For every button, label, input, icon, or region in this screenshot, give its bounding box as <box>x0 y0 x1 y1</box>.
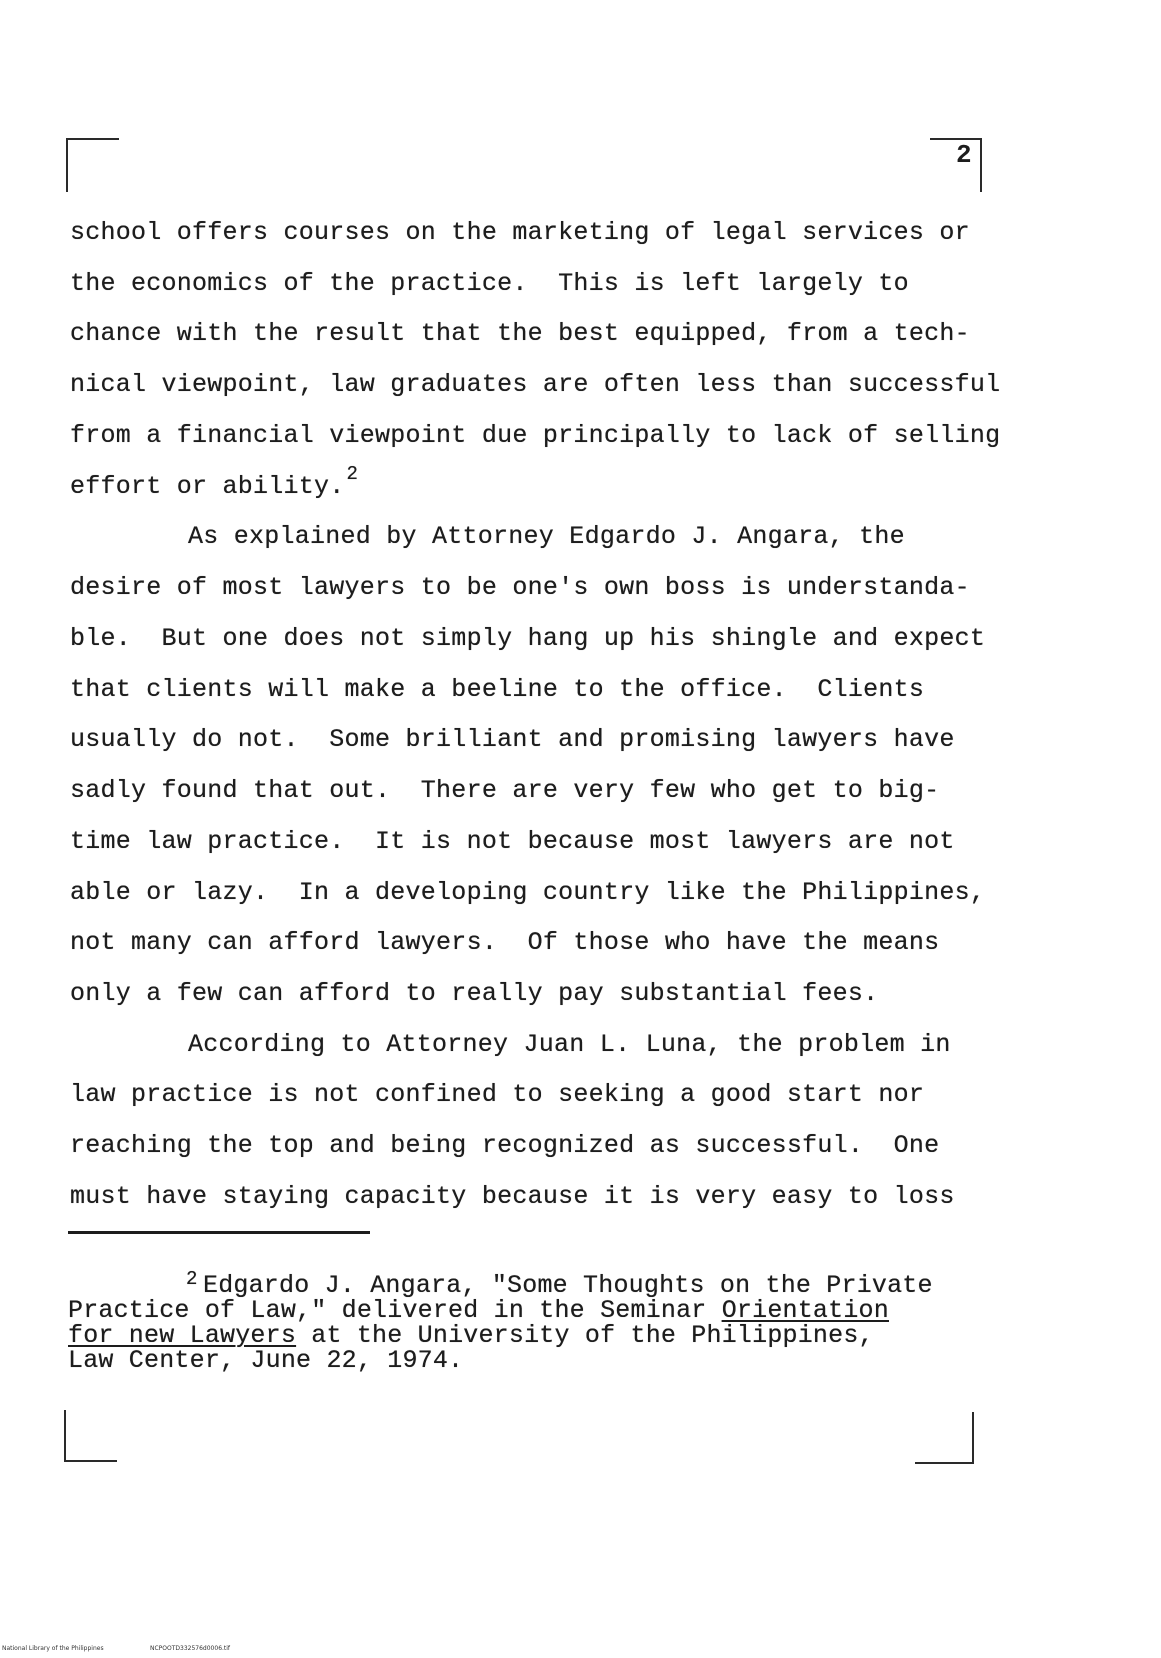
body-line: must have staying capacity because it is very easy to loss <box>70 1181 955 1211</box>
footnote-marker: 2 <box>186 1268 198 1290</box>
crop-mark-bottom-left <box>64 1410 117 1462</box>
body-line: usually do not. Some brilliant and promising lawyers have <box>70 725 955 755</box>
body-line: reaching the top and being recognized as successful. One <box>70 1131 940 1161</box>
footnote-line: Law Center, June 22, 1974. <box>68 1346 464 1375</box>
page-number: 2 <box>956 140 972 170</box>
footnote <box>68 1268 1068 1375</box>
body-line: time law practice. It is not because most lawyers are not <box>70 826 955 856</box>
body-line: desire of most lawyers to be one's own boss is understanda- <box>70 573 970 603</box>
footnote-divider <box>68 1231 370 1234</box>
body-line: not many can afford lawyers. Of those who have the means <box>70 928 940 958</box>
scan-file-label: NCPOOTD332576d0006.tif <box>150 1645 231 1652</box>
body-text <box>70 208 1070 1223</box>
body-line: able or lazy. In a developing country like the Philippines, <box>70 877 986 907</box>
body-line: sadly found that out. There are very few who get to big- <box>70 776 940 806</box>
crop-mark-bottom-right <box>915 1412 974 1464</box>
footnote-text: Edgardo J. Angara, "Some Thoughts on the Private <box>203 1271 933 1300</box>
body-line: the economics of the practice. This is left largely to <box>70 268 909 298</box>
body-line: that clients will make a beeline to the office. Clients <box>70 674 925 704</box>
body-line: ble. But one does not simply hang up his shingle and expect <box>70 623 986 653</box>
paragraph-start-line: According to Attorney Juan L. Luna, the problem in <box>188 1029 951 1059</box>
footnote-line <box>68 1298 1068 1323</box>
footnote-text: Practice of Law," delivered in the Seminar <box>68 1296 722 1325</box>
body-line: school offers courses on the marketing of legal services or <box>70 218 970 247</box>
footnote-reference: 2 <box>346 462 359 485</box>
scan-library-label: National Library of the Philippines <box>2 1645 104 1652</box>
paragraph-start-line: As explained by Attorney Edgardo J. Angara, the <box>188 522 905 552</box>
crop-mark-top-left <box>66 138 119 192</box>
body-line: from a financial viewpoint due principally to lack of selling <box>70 420 1001 450</box>
footnote-text: at the University of the Philippines, <box>296 1321 874 1350</box>
body-line-text: effort or ability. <box>70 471 345 501</box>
body-line: chance with the result that the best equipped, from a tech- <box>70 319 970 349</box>
footnote-line <box>68 1323 1068 1348</box>
body-line: nical viewpoint, law graduates are often less than successful <box>70 370 1001 400</box>
footnote-underlined-title: Orientation <box>721 1296 889 1325</box>
body-line-with-footnote-ref <box>70 462 1070 513</box>
footnote-underlined-title: for new Lawyers <box>68 1321 297 1350</box>
footnote-line <box>68 1268 1068 1300</box>
body-line: law practice is not confined to seeking a good start nor <box>70 1080 925 1110</box>
body-line: only a few can afford to really pay substantial fees. <box>70 979 879 1009</box>
